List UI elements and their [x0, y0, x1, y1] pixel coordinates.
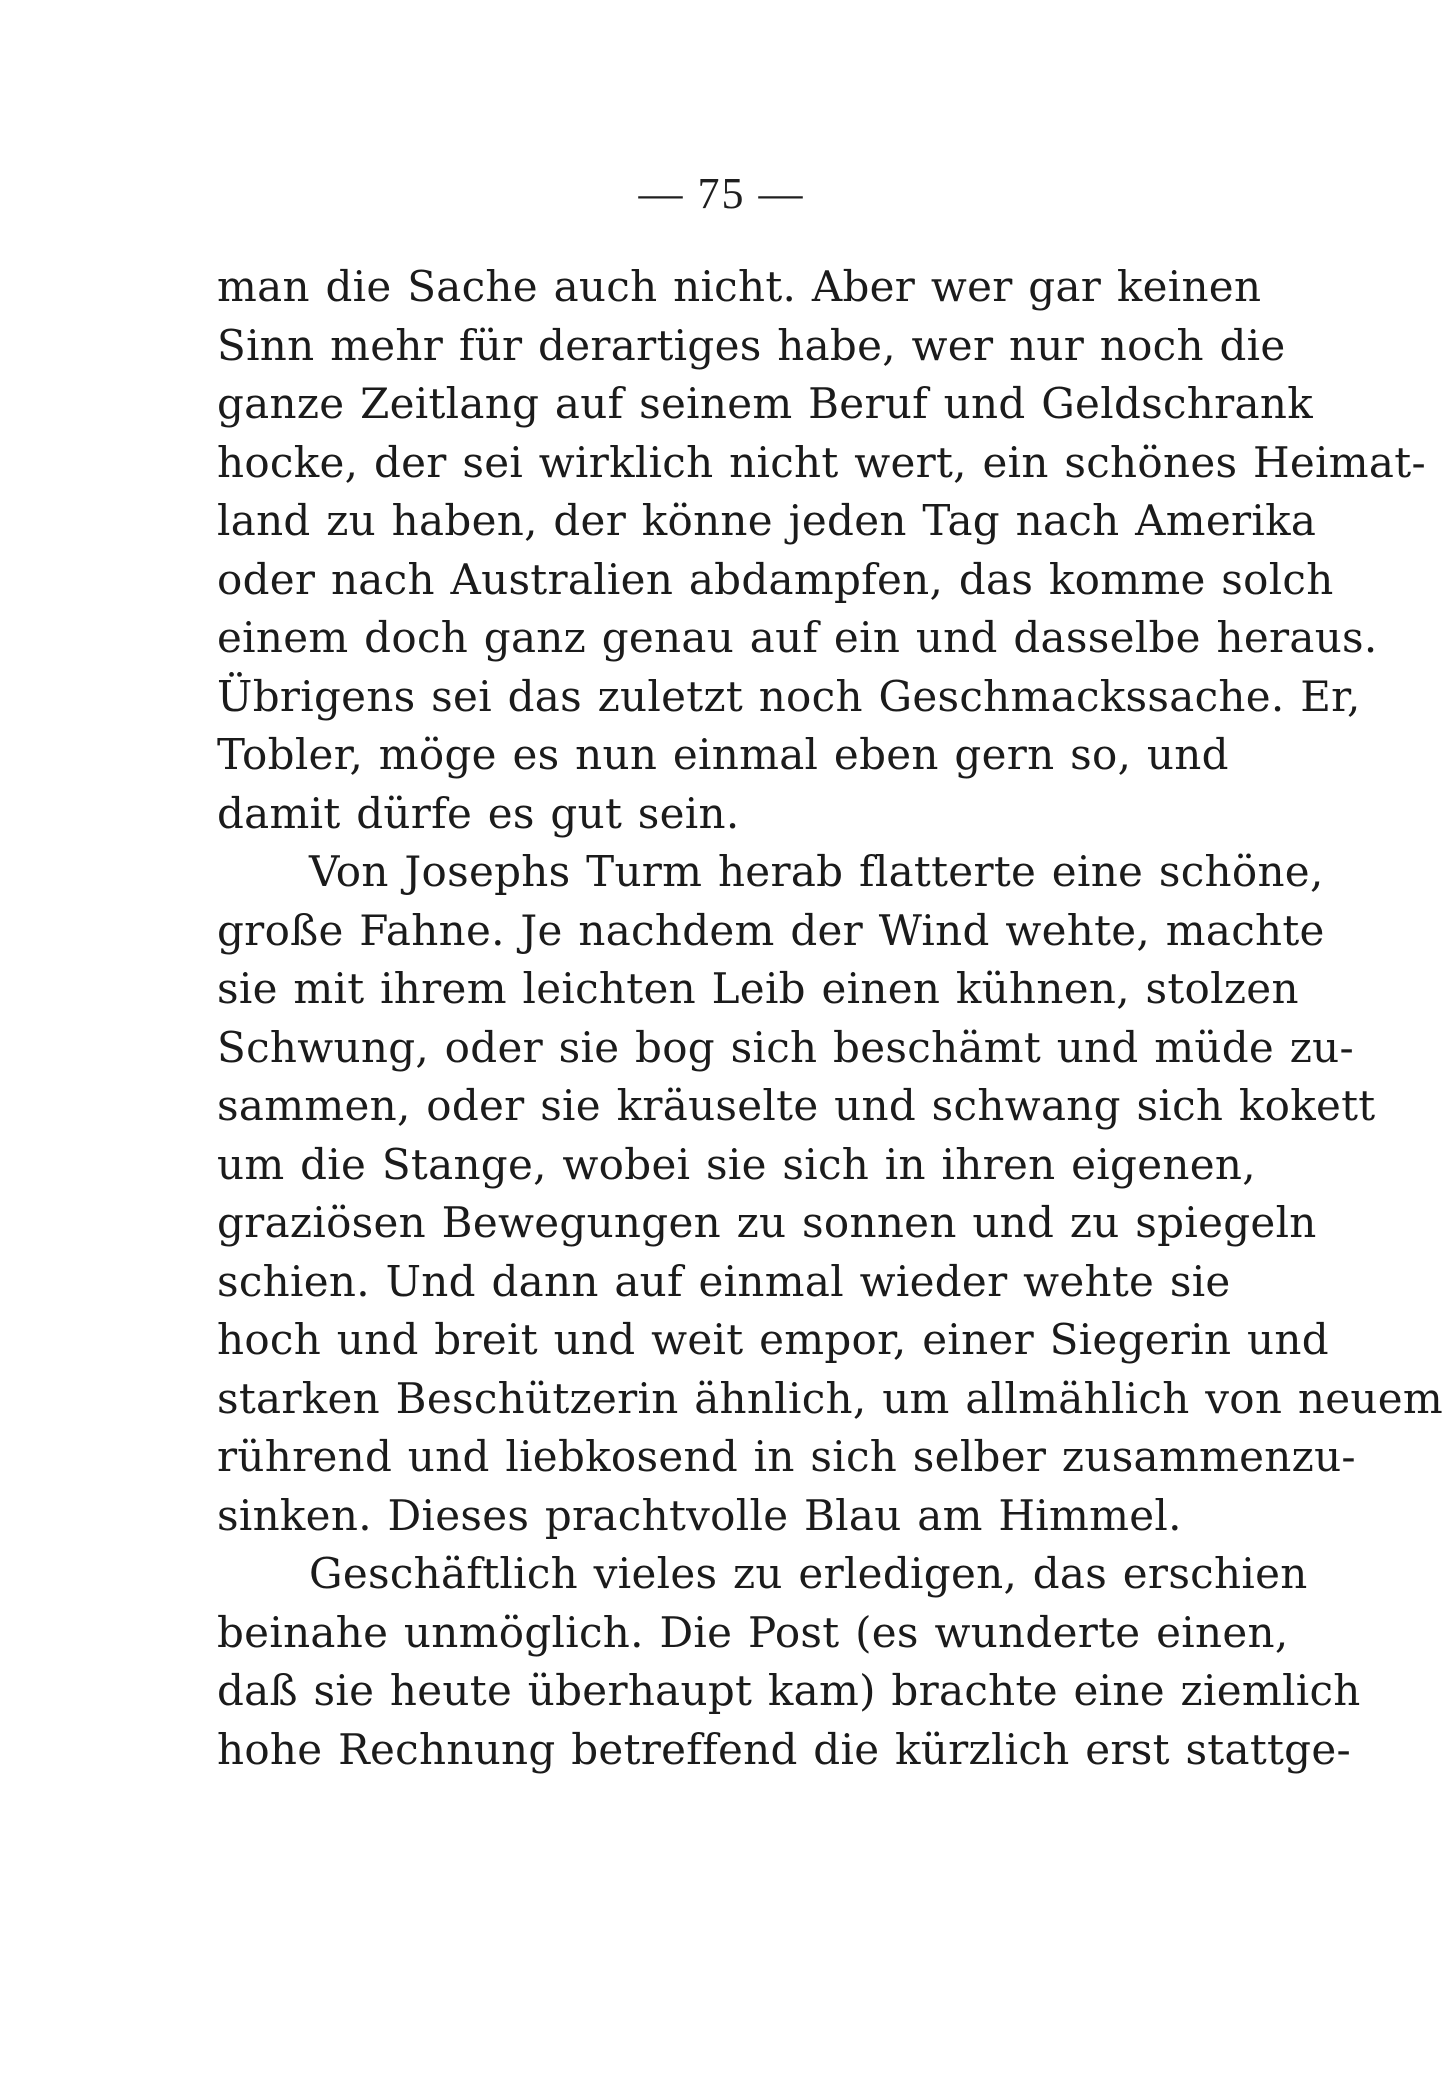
text-line: Geschäftlich vieles zu erledigen, das erschien	[309, 1549, 1308, 1598]
text-line: Tobler, möge es nun einmal eben gern so, und	[217, 730, 1229, 779]
paragraph	[217, 1545, 1361, 1779]
text-line: sie mit ihrem leichten Leib einen kühnen, stolzen	[217, 964, 1299, 1013]
text-line: daß sie heute überhaupt kam) brachte eine ziemlich	[217, 1666, 1361, 1715]
text-line: land zu haben, der könne jeden Tag nach Amerika	[217, 496, 1317, 545]
text-line: graziösen Bewegungen zu sonnen und zu spiegeln	[217, 1198, 1317, 1247]
text-line: ganze Zeitlang auf seinem Beruf und Geldschrank	[217, 379, 1313, 428]
text-line: starken Beschützerin ähnlich, um allmählich von neuem	[217, 1373, 1443, 1423]
text-line: sinken. Dieses prachtvolle Blau am Himmel.	[217, 1490, 1182, 1540]
text-line: Von Josephs Turm herab flatterte eine schöne,	[309, 847, 1324, 896]
text-line: um die Stange, wobei sie sich in ihren eigenen,	[217, 1139, 1256, 1189]
text-line: man die Sache auch nicht. Aber wer gar keinen	[217, 262, 1262, 311]
text-line: Schwung, oder sie bog sich beschämt und müde zu-	[217, 1022, 1354, 1072]
paragraph	[217, 258, 1426, 843]
body-text	[217, 258, 1443, 1779]
text-line: beinahe unmöglich. Die Post (es wunderte einen,	[217, 1607, 1289, 1657]
text-line: damit dürfe es gut sein.	[217, 788, 740, 838]
text-line: Übrigens sei das zuletzt noch Geschmackssache. Er,	[217, 671, 1361, 721]
text-line: hohe Rechnung betreffend die kürzlich erst stattge-	[217, 1724, 1352, 1774]
text-line: hoch und breit und weit empor, einer Siegerin und	[217, 1315, 1329, 1364]
text-line: rührend und liebkosend in sich selber zusammenzu-	[217, 1432, 1356, 1481]
text-line: einem doch ganz genau auf ein und dasselbe heraus.	[217, 613, 1378, 662]
text-line: große Fahne. Je nachdem der Wind wehte, machte	[217, 905, 1325, 955]
text-line: oder nach Australien abdampfen, das komme solch	[217, 554, 1334, 604]
text-line: schien. Und dann auf einmal wieder wehte sie	[217, 1256, 1231, 1306]
page-number: — 75 —	[638, 169, 805, 218]
text-line: hocke, der sei wirklich nicht wert, ein schönes Heimat-	[217, 437, 1426, 487]
text-line: Sinn mehr für derartiges habe, wer nur noch die	[217, 320, 1286, 370]
paragraph	[217, 843, 1443, 1545]
text-line: sammen, oder sie kräuselte und schwang sich kokett	[217, 1081, 1376, 1130]
